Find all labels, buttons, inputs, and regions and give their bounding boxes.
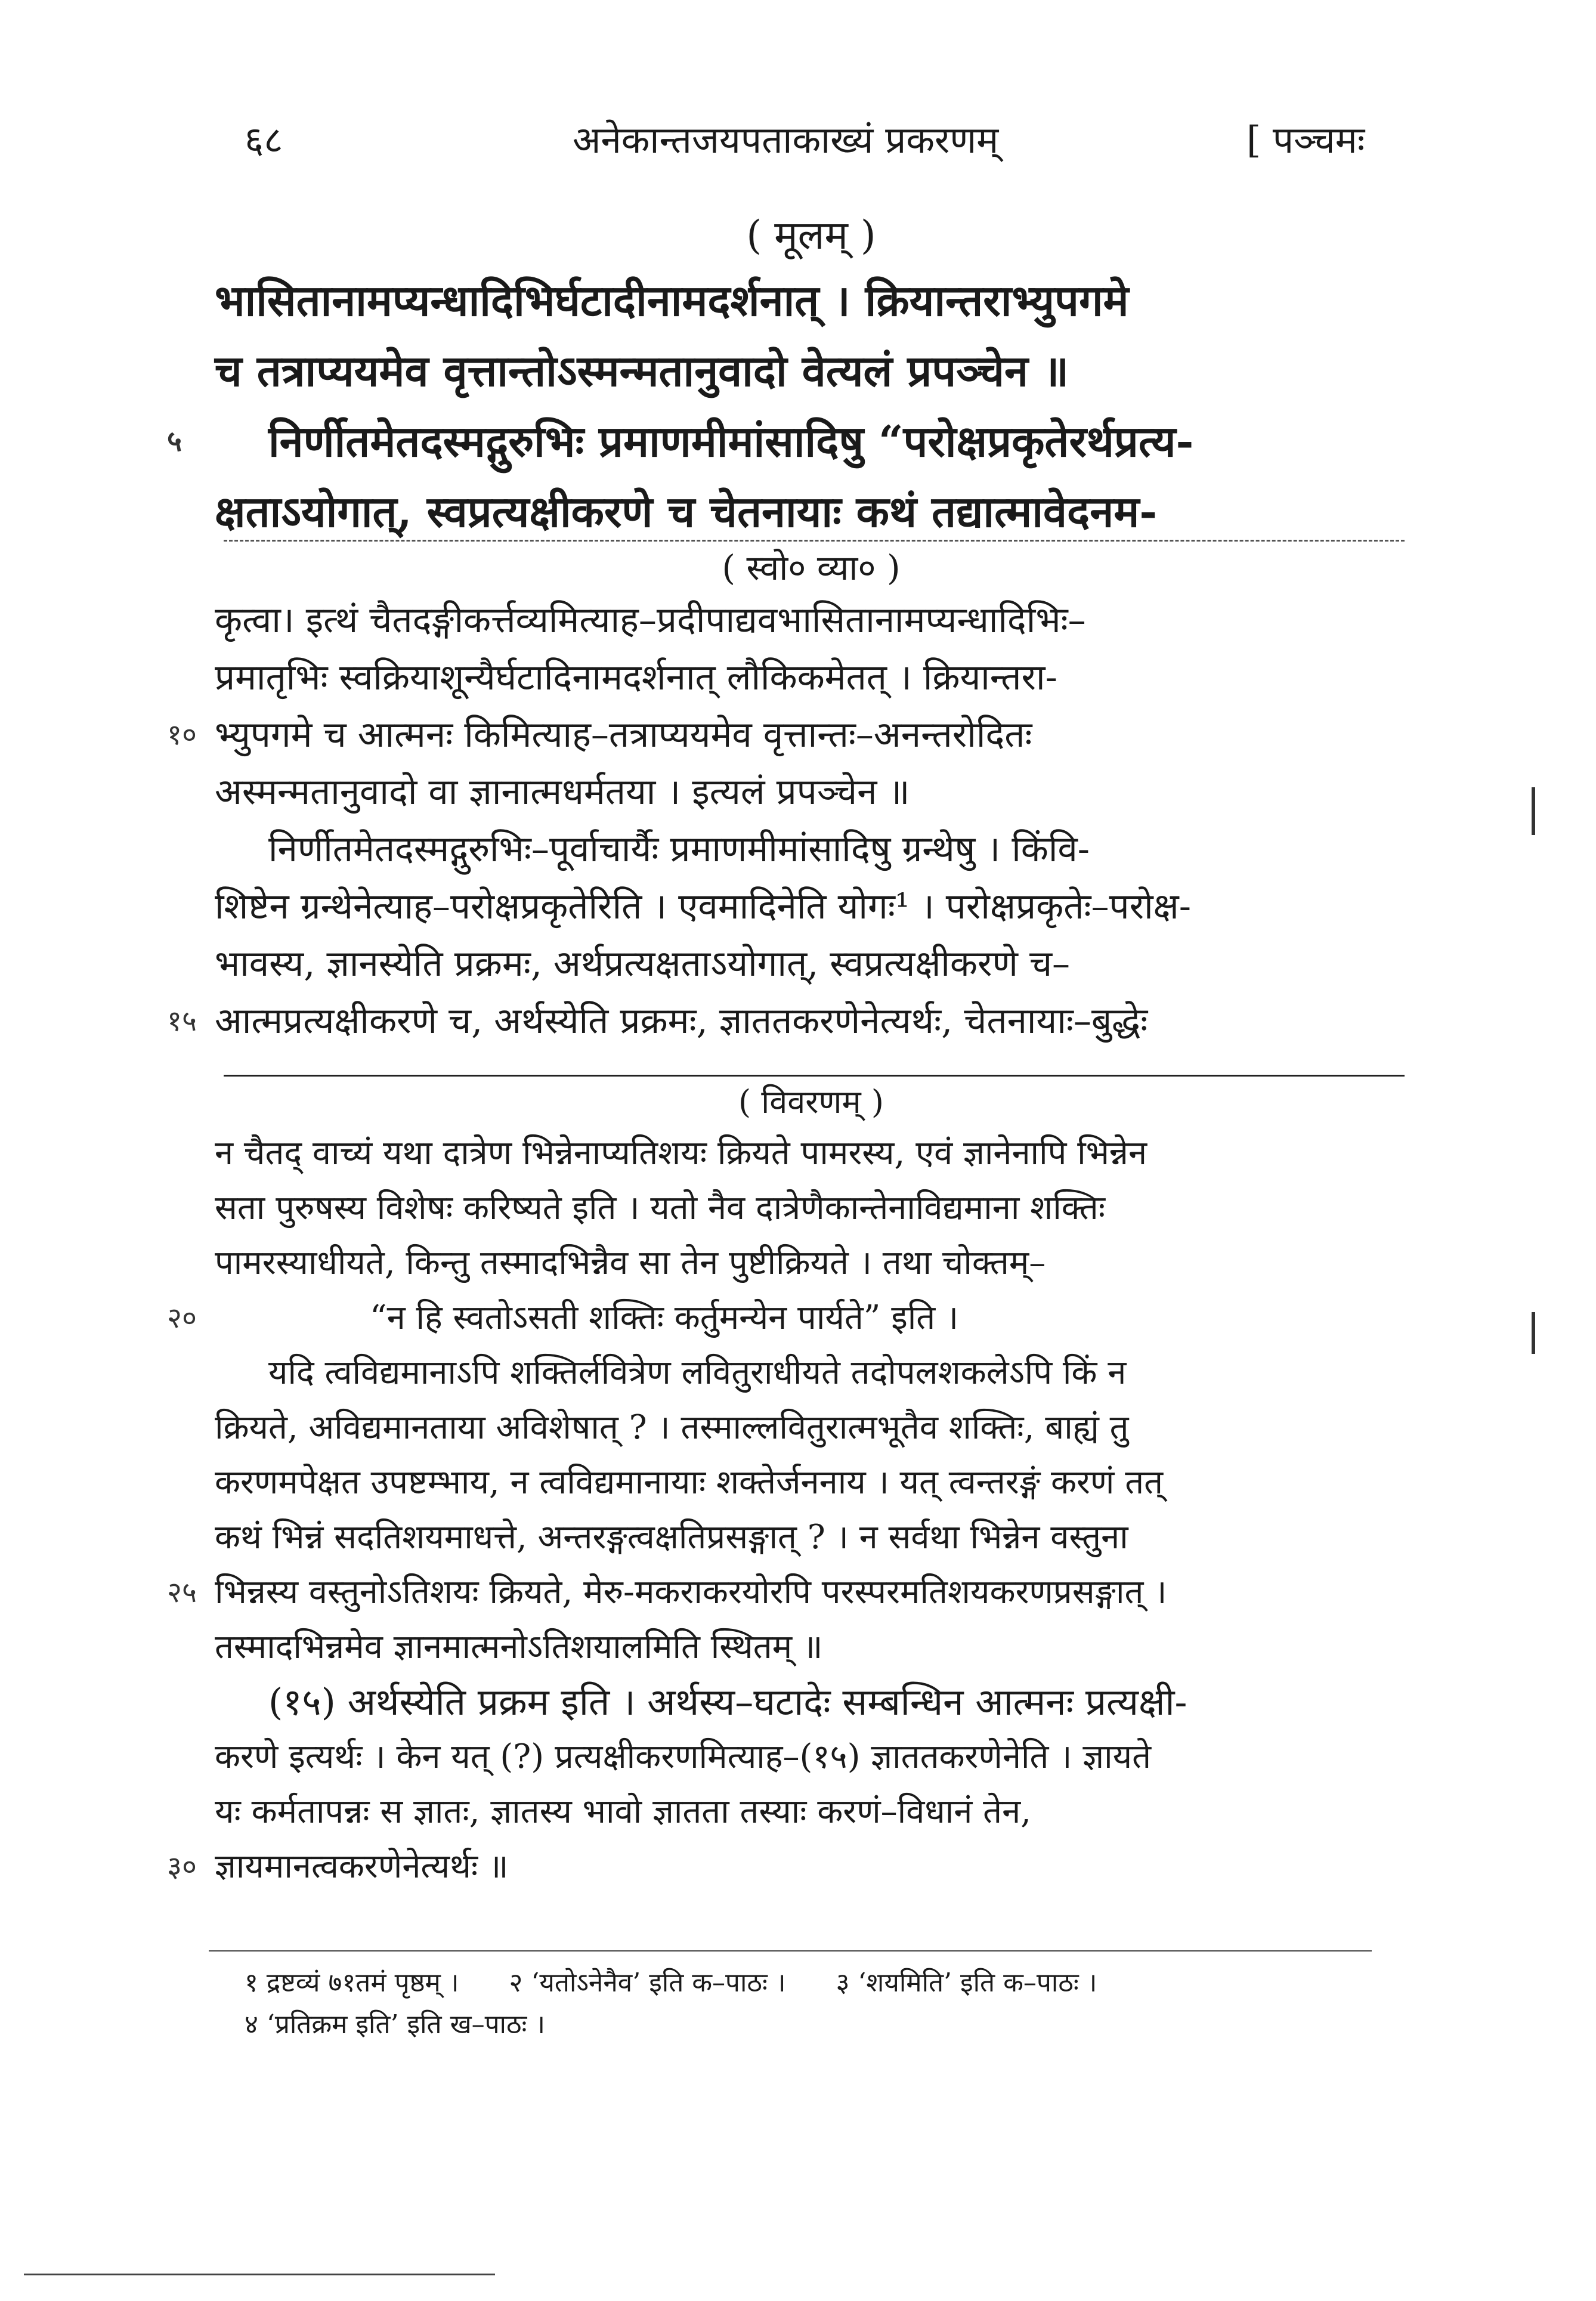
- vivaran-section: [167, 1078, 1408, 1894]
- commentary-line-3: [167, 706, 1408, 763]
- footnotes: [245, 1962, 1408, 2046]
- commentary-line-1: कृत्वा। इत्थं चैतदङ्गीकर्त्तव्यमित्याह–प्रदीपाद्यवभासितानामप्यन्धादिभिः–: [215, 599, 1086, 641]
- footnote-4: ४ ‘प्रतिक्रम इति’ इति ख–पाठः ।: [245, 2009, 546, 2040]
- footnote-2: २ ‘यतोऽनेनैव’ इति क–पाठः ।: [509, 1968, 786, 1998]
- vivaran-line-9: [167, 1565, 1408, 1620]
- scan-mark: [1532, 1312, 1535, 1354]
- line-number-5: ५: [167, 425, 182, 458]
- section-divider-1: [224, 540, 1405, 542]
- commentary-line-4: अस्मन्मतानुवादो वा ज्ञानात्मधर्मतया । इत्यलं प्रपञ्चेन ॥: [215, 771, 910, 813]
- vivaran-line-7: करणमपेक्षत उपष्टम्भाय, न त्वविद्यमानायाः शक्तेर्जननाय । यत् त्वन्तरङ्गं करणं तत्: [215, 1463, 1164, 1502]
- commentary-line-7: भावस्य, ज्ञानस्येति प्रक्रमः, अर्थप्रत्यक्षताऽयोगात्, स्वप्रत्यक्षीकरणे च–: [215, 943, 1071, 985]
- commentary-line-2: प्रमातृभिः स्वक्रियाशून्यैर्घटादिनामदर्शनात् लौकिकमेतत् । क्रियान्तरा-: [215, 657, 1057, 698]
- commentary-heading: ( स्वो० व्या० ): [722, 548, 901, 588]
- section-divider-2: [224, 1075, 1405, 1077]
- mool-heading: ( मूलम् ): [746, 212, 876, 258]
- vivaran-line-10: तस्मादभिन्नमेव ज्ञानमात्मनोऽतिशयालमिति स्थितम् ॥: [215, 1628, 823, 1666]
- vivaran-line-9-text: भिन्नस्य वस्तुनोऽतिशयः क्रियते, मेरु-मकराकरयोरपि परस्परमतिशयकरणप्रसङ्गात् ।: [215, 1573, 1167, 1612]
- footnote-3: ३ ‘शयमिति’ इति क–पाठः ।: [836, 1968, 1097, 1998]
- footnote-row-1: [245, 1962, 1408, 2004]
- mool-line-1: भासितानामप्यन्धादिभिर्घटादीनामदर्शनात् । क्रियान्तराभ्युपगमे: [215, 275, 1129, 326]
- commentary-line-6: शिष्टेन ग्रन्थेनेत्याह–परोक्षप्रकृतेरिति । एवमादिनेति योगः¹ । परोक्षप्रकृतेः–परोक्ष-: [215, 886, 1191, 927]
- vivaran-line-13: यः कर्मतापन्नः स ज्ञातः, ज्ञातस्य भावो ज्ञातता तस्याः करणं–विधानं तेन,: [215, 1792, 1031, 1831]
- mool-line-2: च तत्राप्ययमेव वृत्तान्तोऽस्मन्मतानुवादो वेत्यलं प्रपञ्चेन ॥: [215, 345, 1069, 396]
- vivaran-line-1: न चैतद् वाच्यं यथा दात्रेण भिन्नेनाप्यतिशयः क्रियते पामरस्य, एवं ज्ञानेनापि भिन्नेन: [215, 1134, 1147, 1173]
- line-number-15: १५: [167, 1004, 197, 1038]
- page-number: ६८: [245, 118, 283, 162]
- mool-line-3: [167, 406, 1408, 477]
- commentary-section: [167, 544, 1408, 1050]
- mool-line-3-text: निर्णीतमेतदस्मद्गुरुभिः प्रमाणमीमांसादिषु “परोक्षप्रकृतेरर्थप्रत्य-: [268, 416, 1194, 466]
- vivaran-line-11: (१५) अर्थस्येति प्रक्रम इति । अर्थस्य–घटादेः सम्बन्धिन आत्मनः प्रत्यक्षी-: [268, 1680, 1187, 1724]
- vivaran-line-12: करणे इत्यर्थः । केन यत् (?) प्रत्यक्षीकरणमित्याह–(१५) ज्ञाततकरणेनेति । ज्ञायते: [215, 1737, 1152, 1776]
- vivaran-line-3: पामरस्याधीयते, किन्तु तस्मादभिन्नैव सा तेन पुष्टीक्रियते । तथा चोक्तम्–: [215, 1244, 1046, 1282]
- footnote-row-2: [245, 2004, 1408, 2046]
- vivaran-line-2: सता पुरुषस्य विशेषः करिष्यते इति । यतो नैव दात्रेणैकान्तेनाविद्यमाना शक्तिः: [215, 1189, 1106, 1227]
- line-number-30: ३०: [167, 1850, 197, 1884]
- line-number-10: १०: [167, 718, 197, 751]
- vivaran-line-6: क्रियते, अविद्यमानताया अविशेषात् ? । तस्माल्लवितुरात्मभूतैव शक्तिः, बाह्यं तु: [215, 1408, 1129, 1447]
- vivaran-verse-text: “न हि स्वतोऽसती शक्तिः कर्तुमन्येन पार्यते” इति ।: [370, 1298, 959, 1337]
- commentary-line-3-text: भ्युपगमे च आत्मनः किमित्याह–तत्राप्ययमेव वृत्तान्तः–अनन्तरोदितः: [215, 714, 1032, 756]
- section-label: [ पञ्चमः: [1247, 118, 1365, 162]
- commentary-line-5: निर्णीतमेतदस्मद्गुरुभिः–पूर्वाचार्यैः प्रमाणमीमांसादिषु ग्रन्थेषु । किंवि-: [268, 828, 1090, 870]
- bottom-edge-rule: [24, 2274, 495, 2275]
- vivaran-line-5: यदि त्वविद्यमानाऽपि शक्तिर्लवित्रेण लवितुराधीयते तदोपलशकलेऽपि किं न: [268, 1353, 1127, 1392]
- vivaran-heading: ( विवरणम् ): [738, 1083, 884, 1121]
- mool-section: [167, 206, 1408, 547]
- line-number-20: २०: [167, 1301, 197, 1335]
- scan-mark: [1532, 787, 1535, 835]
- vivaran-line-4: [167, 1291, 1408, 1346]
- running-title: अनेकान्तजयपताकाख्यं प्रकरणम्: [573, 118, 999, 162]
- vivaran-line-14-text: ज्ञायमानत्वकरणेनेत्यर्थः ॥: [215, 1847, 509, 1886]
- vivaran-line-8: कथं भिन्नं सदतिशयमाधत्ते, अन्तरङ्गत्वक्षतिप्रसङ्गात् ? । न सर्वथा भिन्नेन वस्तुना: [215, 1518, 1128, 1557]
- footnote-divider: [209, 1950, 1372, 1951]
- vivaran-line-14: [167, 1839, 1408, 1894]
- line-number-25: २५: [167, 1576, 197, 1609]
- footnote-1: १ द्रष्टव्यं ७१तमं पृष्ठम् ।: [245, 1968, 459, 1998]
- commentary-line-8-text: आत्मप्रत्यक्षीकरणे च, अर्थस्येति प्रक्रमः, ज्ञाततकरणेनेत्यर्थः, चेतनायाः–बुद्धेः: [215, 1000, 1148, 1042]
- commentary-line-8: [167, 992, 1408, 1050]
- mool-line-4: क्षताऽयोगात्, स्वप्रत्यक्षीकरणे च चेतनायाः कथं तद्यात्मावेदनम-: [215, 486, 1158, 537]
